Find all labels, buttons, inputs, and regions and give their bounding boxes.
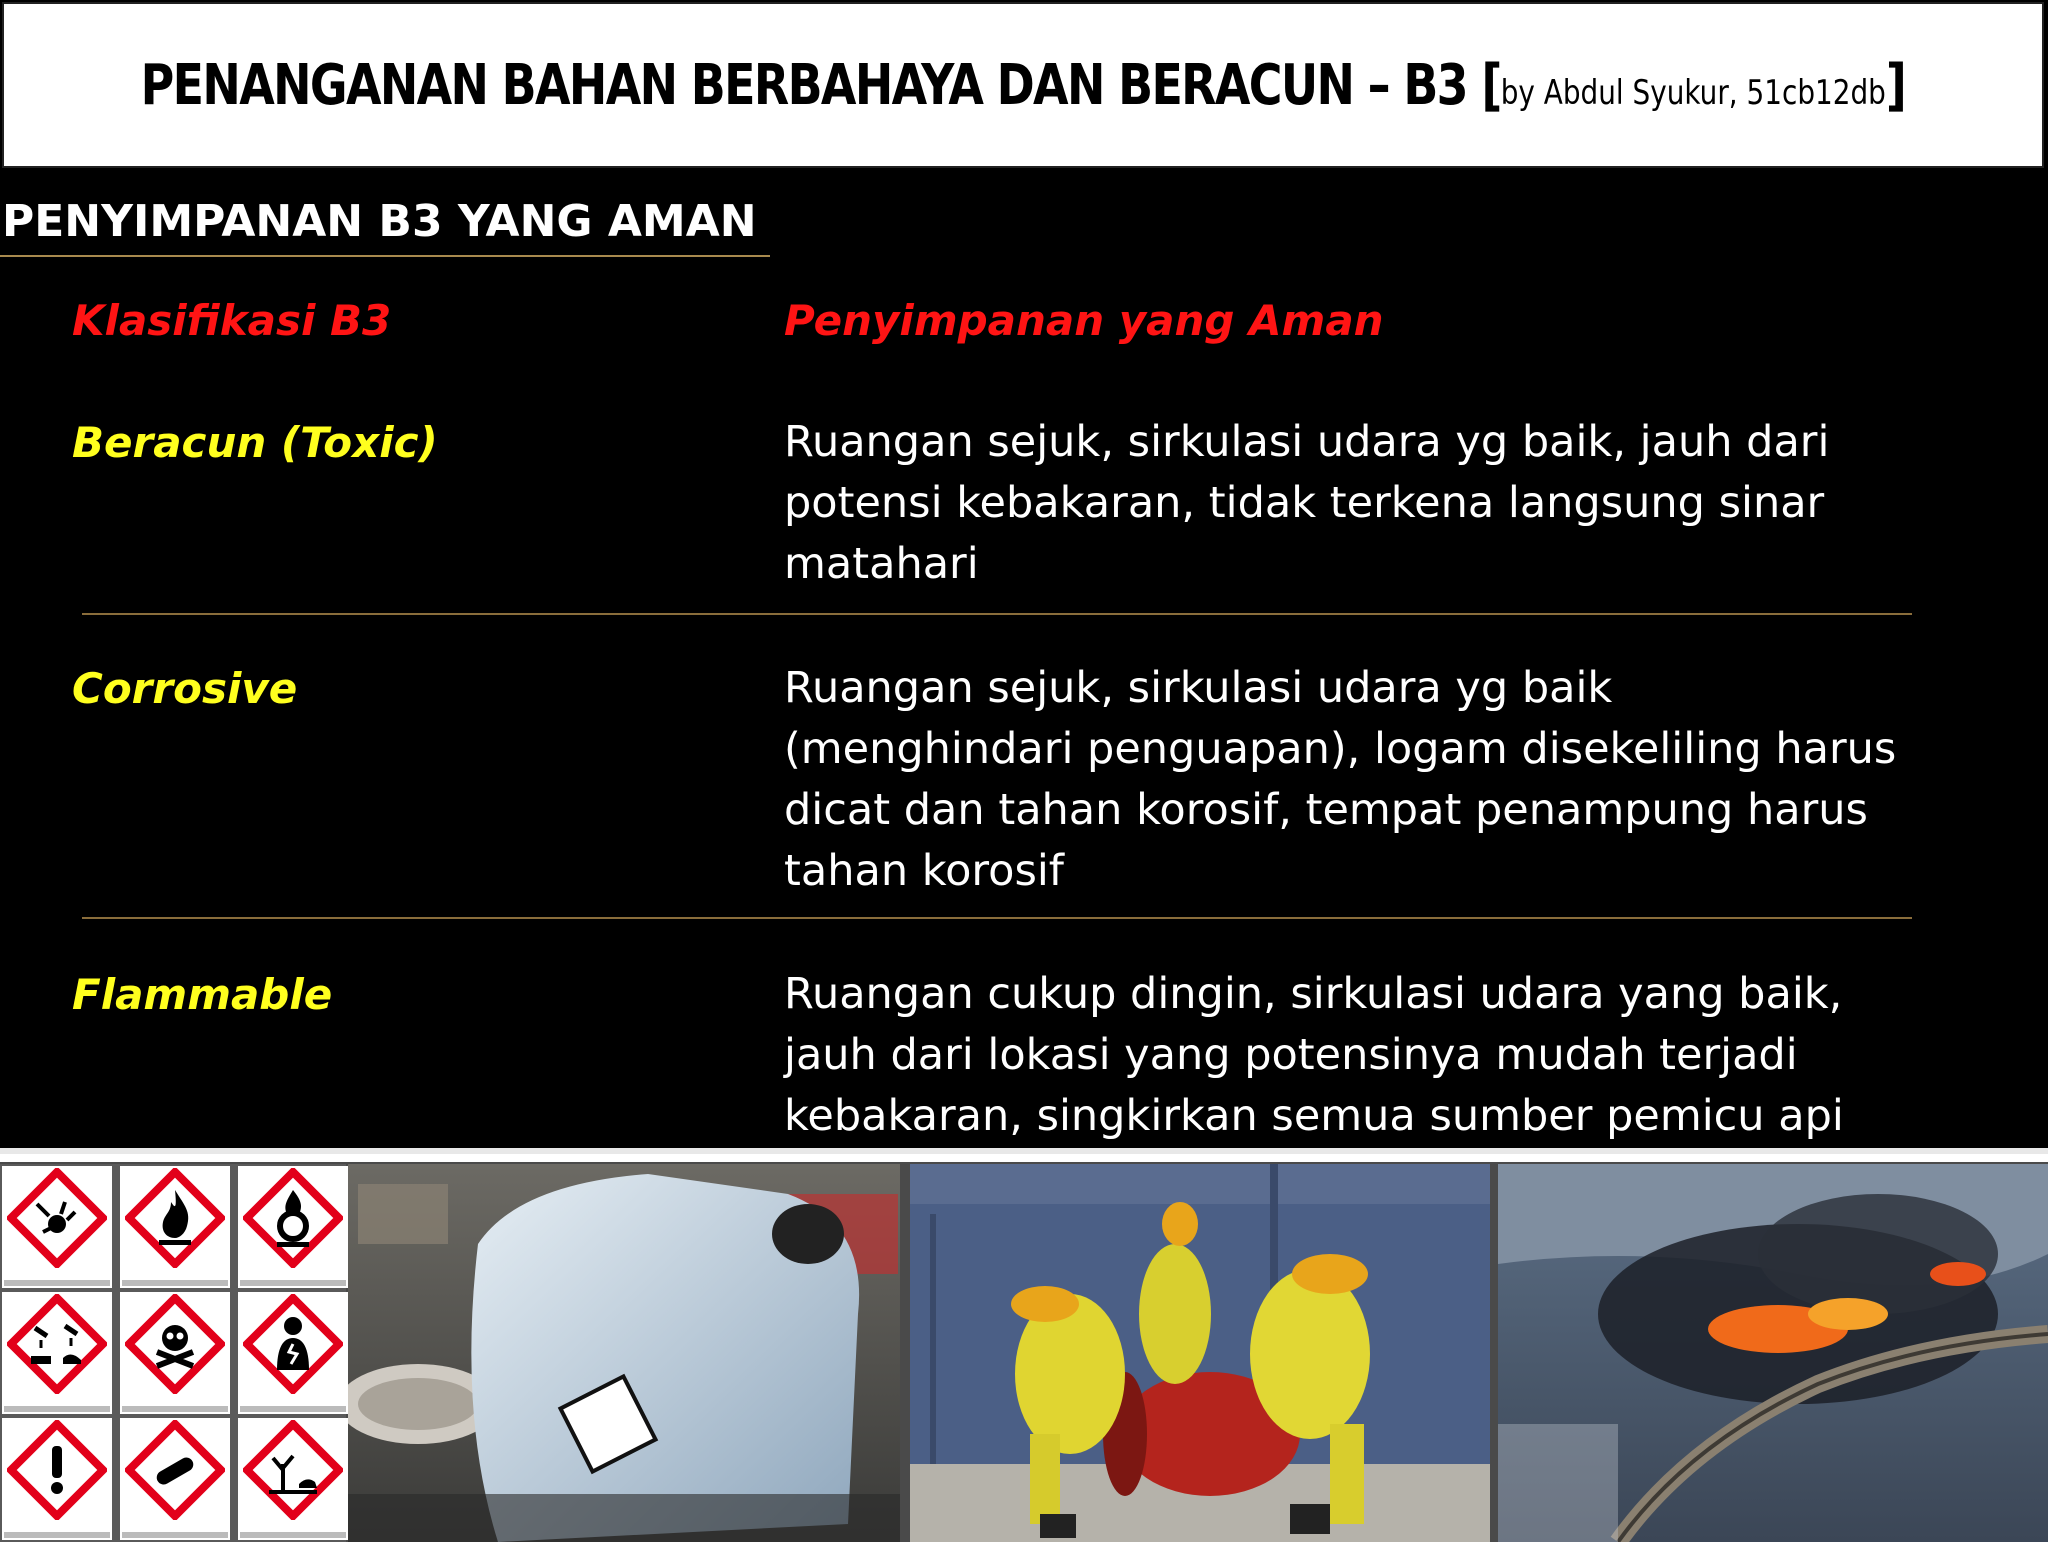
health-hazard-icon [238,1292,348,1414]
pictogram-caption [240,1406,346,1412]
image-strip [0,1148,2048,1536]
row-divider [82,917,1912,919]
pictogram-caption [4,1532,110,1538]
row-class-corrosive: Corrosive [72,664,298,713]
pictogram-caption [240,1280,346,1286]
oxidizer-icon [238,1166,348,1288]
hazmat-workers-photo [910,1164,1490,1542]
flame-icon [120,1166,230,1288]
explosive-icon [2,1166,112,1288]
gas-cylinder-icon [120,1418,230,1540]
column-header-storage: Penyimpanan yang Aman [784,296,1384,345]
corrosive-icon [2,1292,112,1414]
row-storage-corrosive: Ruangan sejuk, sirkulasi udara yg baik (menghindari penguapan), logam disekeliling harus dicat dan tahan korosif, tempat penampung harus tahan korosif [784,663,1897,896]
pictogram-caption [122,1406,228,1412]
row-class-toxic: Beracun (Toxic) [72,418,438,467]
section-title: PENYIMPANAN B3 YANG AMAN [2,196,757,247]
environment-icon [238,1418,348,1540]
pictogram-caption [122,1532,228,1538]
slide-byline: by Abdul Syukur, 51cb12db [1500,72,1886,113]
slide-title-main: PENANGANAN BAHAN BERBAHAYA DAN BERACUN – B3 [ [140,52,1501,118]
corrosive-container-photo [348,1164,900,1542]
train-fire-photo [1498,1164,2048,1542]
row-storage-toxic: Ruangan sejuk, sirkulasi udara yg baik, jauh dari potensi kebakaran, tidak terkena langsung sinar matahari [784,417,1830,589]
slide-title [141,53,1906,118]
row-divider [82,613,1912,615]
pictogram-caption [122,1280,228,1286]
pictogram-caption [240,1532,346,1538]
exclamation-icon [2,1418,112,1540]
column-header-classification: Klasifikasi B3 [72,296,392,345]
ghs-pictogram-grid [0,1164,346,1542]
row-storage-flammable: Ruangan cukup dingin, sirkulasi udara yang baik, jauh dari lokasi yang potensinya mudah terjadi kebakaran, singkirkan semua sumber pemicu api [784,969,1844,1141]
title-bar [2,2,2044,168]
slide-title-close: ] [1885,52,1906,118]
pictogram-caption [4,1280,110,1286]
section-divider [0,255,770,257]
pictogram-caption [4,1406,110,1412]
row-class-flammable: Flammable [72,970,333,1019]
skull-icon [120,1292,230,1414]
